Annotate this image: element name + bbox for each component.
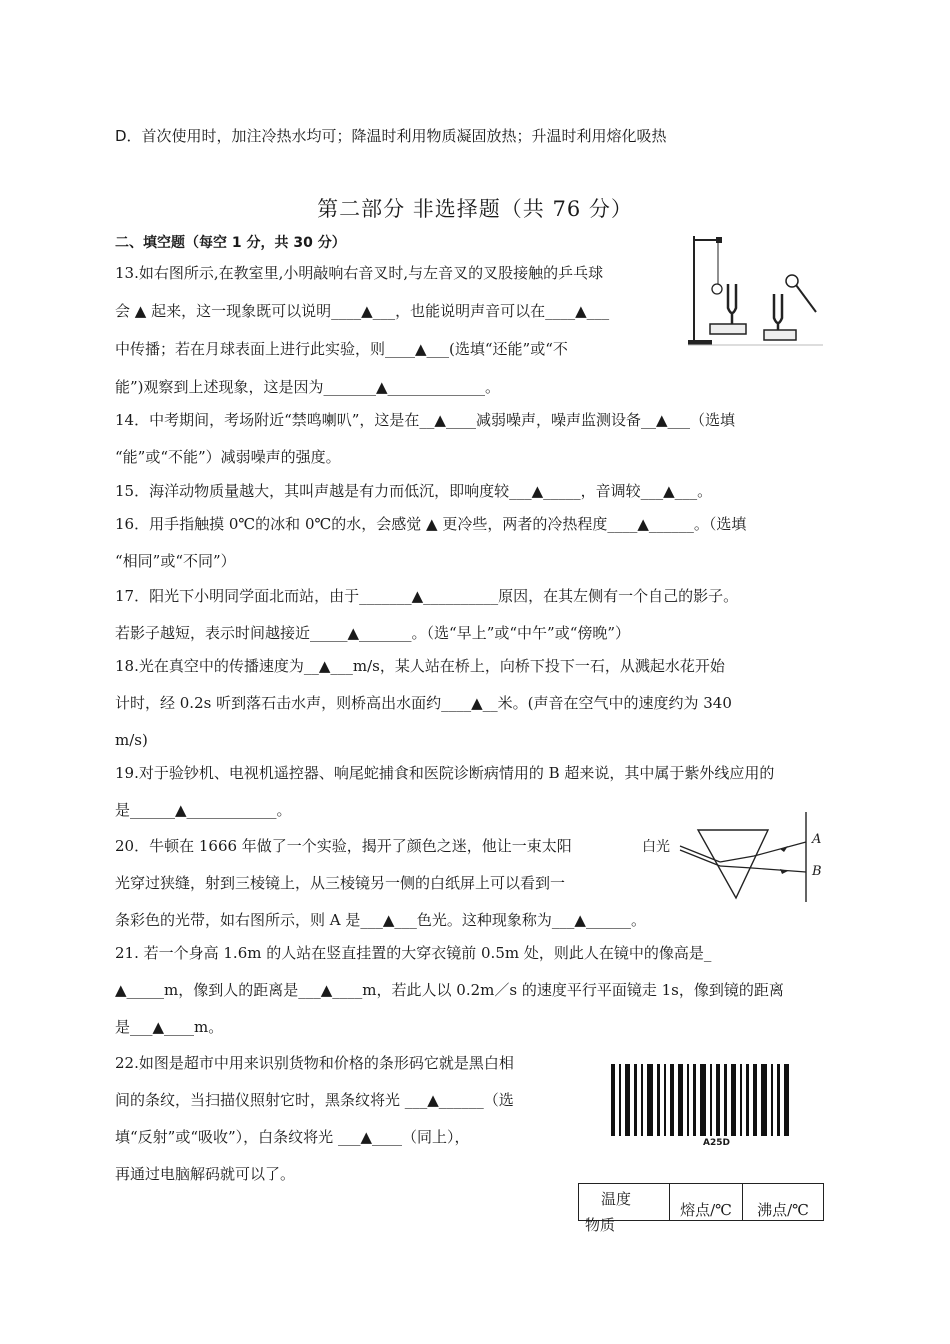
prism-figure [628,812,828,902]
barcode-bar [784,1064,789,1136]
barcode-bar [716,1064,720,1136]
q16-line-2: “相同”或“不同”） [115,552,236,570]
q19-line-1: 19.对于验钞机、电视机遥控器、响尾蛇捕食和医院诊断病情用的 B 超来说，其中属于紫外线应用的 [115,764,775,782]
barcode-bar [634,1064,637,1136]
barcode-bar [740,1064,742,1136]
q13-line-4: 能”)观察到上述现象，这是因为_______▲_____________。 [115,378,501,396]
option-d: D．首次使用时，加注冷热水均可；降温时利用物质凝固放热；升温时利用熔化吸热 [115,127,667,145]
barcode-bar [678,1064,683,1136]
q18-line-2: 计时，经 0.2s 听到落石击水声，则桥高出水面约____▲__米。(声音在空气中的速度约为 340 [115,694,732,712]
q14-line-2: “能”或“不能”）减弱噪声的强度。 [115,448,341,466]
q20-line-3: 条彩色的光带，如右图所示，则 A 是___▲___色光。这种现象称为___▲______。 [115,911,646,929]
barcode-figure [605,1060,835,1152]
q13-line-2: 会 ▲ 起来，这一现象既可以说明____▲___，也能说明声音可以在____▲___ [115,302,610,320]
q22-line-4: 再通过电脑解码就可以了。 [115,1165,296,1183]
table-corner-cell [579,1184,670,1234]
barcode-bar [664,1064,666,1136]
barcode-bar [753,1064,757,1136]
barcode-bar [731,1064,736,1136]
q13-line-1: 13.如右图所示,在教室里,小明敲响右音叉时,与左音叉的叉股接触的乒乓球 [115,264,604,282]
label-b: B [812,864,822,879]
q21-line-2: ▲_____m，像到人的距离是___▲____m，若此人以 0.2m／s 的速度平行平面镜走 1s，像到镜的距离 [115,981,784,999]
barcode-bar [670,1064,674,1136]
barcode-bar [647,1064,653,1136]
label-a: A [812,832,822,847]
q15-line: 15．海洋动物质量越大，其叫声越是有力而低沉，即响度较___▲_____，音调较___▲___。 [115,482,713,500]
q21-line-3: 是___▲____m。 [115,1018,224,1036]
q13-line-3: 中传播；若在月球表面上进行此实验，则____▲___(选填“还能”或“不 [115,340,568,358]
barcode-bar [746,1064,749,1136]
q16-line-1: 16．用手指触摸 0℃的冰和 0℃的水，会感觉 ▲ 更冷些，两者的冷热程度____▲______。（选填 [115,515,747,533]
q18-line-1: 18.光在真空中的传播速度为__▲___m/s，某人站在桥上，向桥下投下一石，从溅起水花开始 [115,657,725,675]
q17-line-1: 17．阳光下小明同学面北而站，由于_______▲__________原因，在其左侧有一个自己的影子。 [115,587,739,605]
barcode-bar [641,1064,643,1136]
corner-top-label: 温度 [601,1190,632,1208]
barcode-bar [777,1064,780,1136]
label-white-light: 白光 [642,839,670,855]
barcode-bar [625,1064,630,1136]
barcode-bar [693,1064,696,1136]
q20-line-2: 光穿过狭缝，射到三棱镜上，从三棱镜另一侧的白纸屏上可以看到一 [115,874,566,892]
q20-line-1: 20．牛顿在 1666 年做了一个实验，揭开了颜色之迷，他让一束太阳 [115,837,572,855]
corner-bottom-label: 物质 [585,1216,616,1234]
barcode-bar [771,1064,773,1136]
header-boiling-point: 沸点/℃ [743,1184,824,1221]
melting-boiling-table [578,1183,824,1234]
q19-line-2: 是______▲____________。 [115,801,292,819]
barcode-bar [687,1064,689,1136]
q21-line-1: 21. 若一个身高 1.6m 的人站在竖直挂置的大穿衣镜前 0.5m 处，则此人在镜中的像高是_ [115,944,712,962]
part-title: 第二部分 非选择题（共 76 分） [317,197,633,221]
tuning-fork-figure [688,232,828,347]
header-melting-point: 熔点/℃ [670,1184,743,1221]
q22-line-3: 填“反射”或“吸收”），白条纹将光 ___▲____（同上）， [115,1128,470,1146]
barcode-bar [710,1064,712,1136]
barcode-caption: A25D [703,1138,730,1148]
barcode-bar [619,1064,621,1136]
section-heading: 二、填空题（每空 1 分，共 30 分） [115,235,346,251]
q17-line-2: 若影子越短，表示时间越接近_____▲_______。（选“早上”或“中午”或“傍晚”） [115,624,631,642]
barcode-bar [611,1064,615,1136]
q22-line-2: 间的条纹，当扫描仪照射它时，黑条纹将光 ___▲______（选 [115,1091,514,1109]
barcode-bar [657,1064,660,1136]
barcode-bar [700,1064,706,1136]
barcode-bar [761,1064,767,1136]
q22-line-1: 22.如图是超市中用来识别货物和价格的条形码它就是黑白相 [115,1054,514,1072]
q18-line-3: m/s) [115,731,148,749]
barcode-bar [724,1064,727,1136]
q14-line-1: 14．中考期间，考场附近“禁鸣喇叭”，这是在__▲____减弱噪声，噪声监测设备__▲___（选填 [115,411,735,429]
